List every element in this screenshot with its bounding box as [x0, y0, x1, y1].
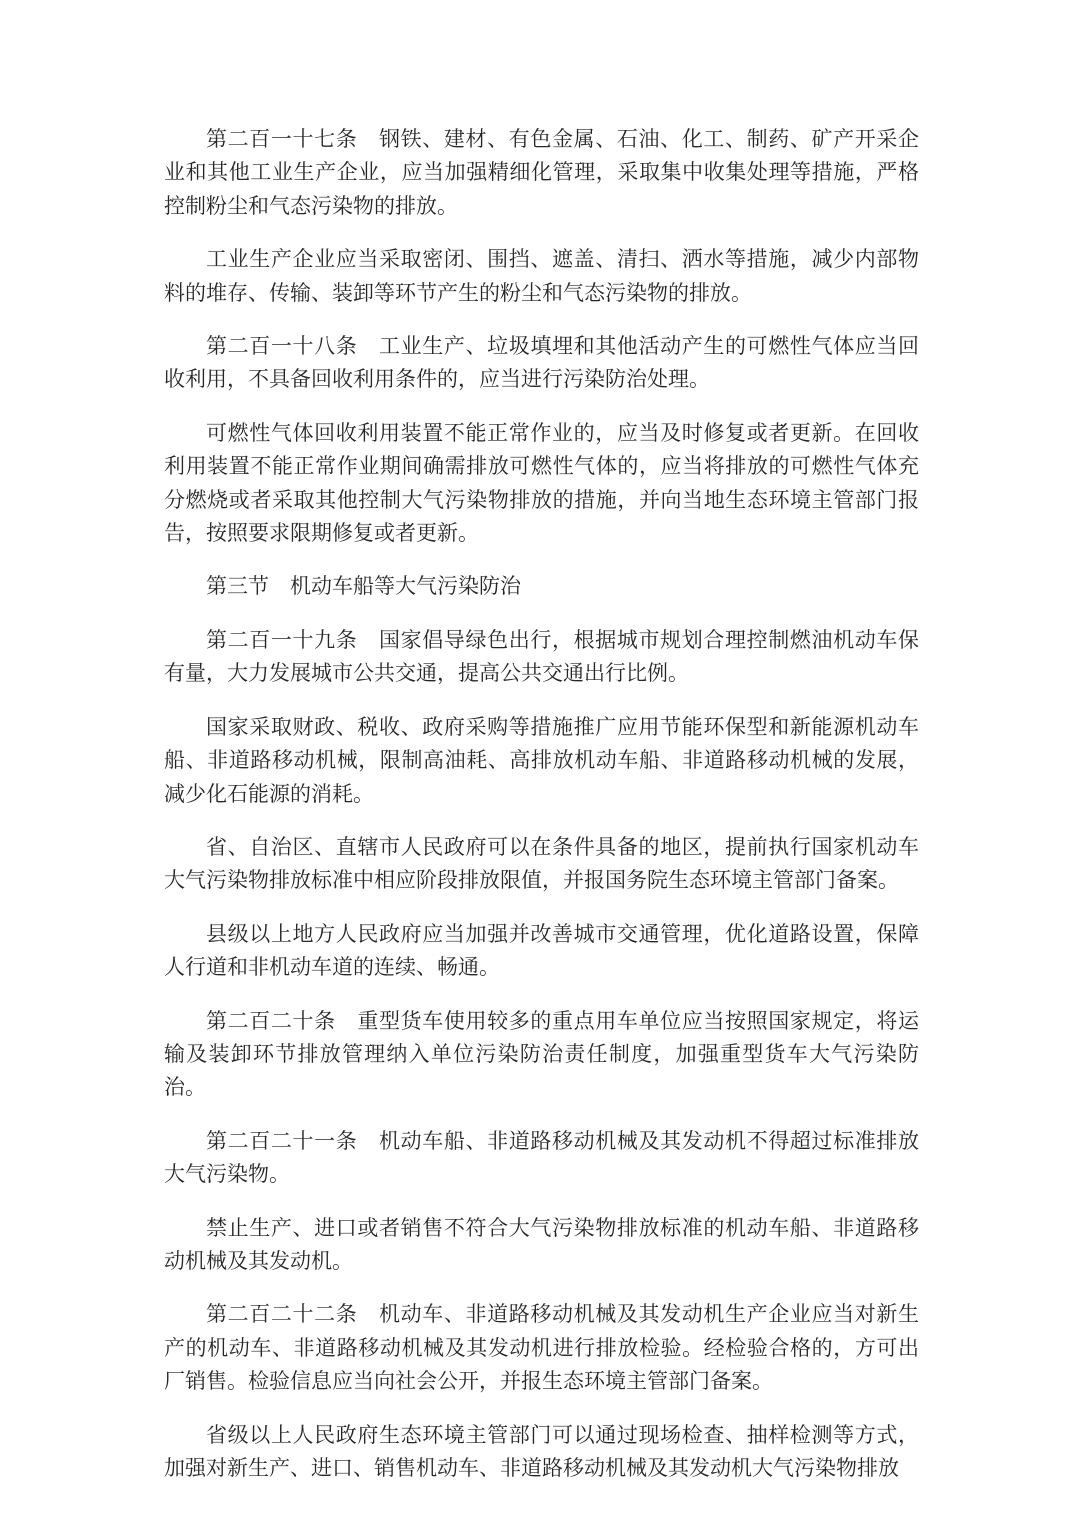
section-title: 机动车船等大气污染防治 — [290, 574, 521, 599]
paragraph — [164, 918, 919, 985]
paragraph — [164, 243, 919, 310]
paragraph-text: 可燃性气体回收利用装置不能正常作业的，应当及时修复或者更新。在回收利用装置不能正常作业期间确需排放可燃性气体的，应当将排放的可燃性气体充分燃烧或者采取其他控制大气污染物排放的措施，并向当地生态环境主管部门报告，按照要求限期修复或者更新。 — [164, 420, 919, 546]
paragraph-text: 国家倡导绿色出行，根据城市规划合理控制燃油机动车保有量，大力发展城市公共交通，提高公共交通出行比例。 — [164, 627, 919, 686]
article-number: 第二百一十八条 — [206, 334, 358, 359]
article-number: 第二百二十条 — [206, 1008, 336, 1033]
paragraph — [164, 1212, 919, 1279]
paragraph-text: 省、自治区、直辖市人民政府可以在条件具备的地区，提前执行国家机动车大气污染物排放标准中相应阶段排放限值，并报国务院生态环境主管部门备案。 — [164, 834, 919, 893]
paragraph-text: 国家采取财政、税收、政府采购等措施推广应用节能环保型和新能源机动车船、非道路移动机械，限制高油耗、高排放机动车船、非道路移动机械的发展，减少化石能源的消耗。 — [164, 714, 919, 806]
paragraph-text: 工业生产企业应当采取密闭、围挡、遮盖、清扫、洒水等措施，减少内部物料的堆存、传输、装卸等环节产生的粉尘和气态污染物的排放。 — [164, 247, 919, 305]
article-number: 第二百二十一条 — [206, 1128, 358, 1153]
article-number: 第二百一十九条 — [206, 627, 358, 652]
article-number: 第二百二十二条 — [206, 1302, 358, 1327]
paragraph-text: 机动车船、非道路移动机械及其发动机不得超过标准排放大气污染物。 — [164, 1128, 919, 1187]
article-number: 第二百一十七条 — [206, 127, 358, 151]
paragraph-article-219 — [164, 624, 919, 691]
paragraph-text: 省级以上人民政府生态环境主管部门可以通过现场检查、抽样检测等方式，加强对新生产、进口、销售机动车、非道路移动机械及其发动机大气污染物排放 — [164, 1422, 919, 1480]
paragraph-text: 机动车、非道路移动机械及其发动机生产企业应当对新生产的机动车、非道路移动机械及其发动机进行排放检验。经检验合格的，方可出厂销售。检验信息应当向社会公开，并报生态环境主管部门备案。 — [164, 1302, 919, 1394]
paragraph-article-220 — [164, 1005, 919, 1105]
paragraph-article-217 — [164, 123, 919, 223]
document-body — [164, 123, 919, 1505]
paragraph — [164, 711, 919, 811]
paragraph-text: 禁止生产、进口或者销售不符合大气污染物排放标准的机动车船、非道路移动机械及其发动机。 — [164, 1215, 919, 1273]
paragraph-article-221 — [164, 1125, 919, 1192]
paragraph — [164, 417, 919, 551]
paragraph-text: 县级以上地方人民政府应当加强并改善城市交通管理，优化道路设置，保障人行道和非机动车道的连续、畅通。 — [164, 921, 919, 980]
paragraph — [164, 1419, 919, 1486]
paragraph-article-218 — [164, 330, 919, 397]
paragraph-text: 重型货车使用较多的重点用车单位应当按照国家规定，将运输及装卸环节排放管理纳入单位污染防治责任制度，加强重型货车大气污染防治。 — [164, 1008, 919, 1100]
paragraph — [164, 831, 919, 898]
paragraph-article-222 — [164, 1298, 919, 1398]
paragraph-text: 钢铁、建材、有色金属、石油、化工、制药、矿产开采企业和其他工业生产企业，应当加强精细化管理，采取集中收集处理等措施，严格控制粉尘和气态污染物的排放。 — [164, 127, 919, 218]
section-heading — [164, 570, 919, 603]
section-number: 第三节 — [206, 574, 269, 599]
paragraph-text: 工业生产、垃圾填埋和其他活动产生的可燃性气体应当回收利用，不具备回收利用条件的，应当进行污染防治处理。 — [164, 334, 919, 392]
